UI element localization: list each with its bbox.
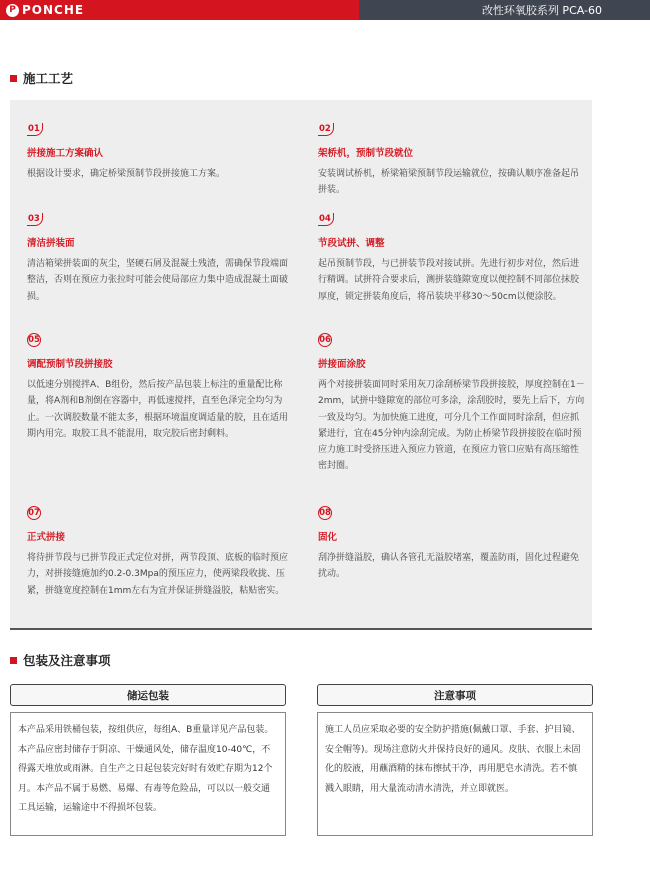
step-title: 固化 — [318, 532, 338, 543]
section-divider — [10, 628, 592, 630]
step-description: 两个对接拼装面同时采用灰刀涂刮桥梁节段拼接胶，厚度控制在1－2mm，试拼中缝隙宽的部位可多涂，涂刮胶时，要先上后下，方向一致及均匀。为加快施工进度，可分几个工作面同时涂刮，但应抓紧进行，宜在45分钟内涂刮完成。为防止桥梁节段拼接胶在临时预应力施工时受挤压进入预应力管道，在预应力管口应贴有高压缩性密封圈。 — [318, 380, 585, 472]
step-number: 03 — [27, 213, 43, 226]
step-01 — [27, 116, 295, 182]
section-title-packaging: 包装及注意事项 — [10, 651, 111, 669]
series-label: 改性环氧胶系列 PCA-60 — [481, 4, 602, 17]
step-04 — [318, 206, 586, 305]
square-bullet-icon — [10, 75, 17, 82]
step-02 — [318, 116, 586, 199]
header-bar — [0, 0, 650, 20]
step-05 — [27, 327, 295, 442]
header-brand — [0, 0, 359, 20]
step-title: 架桥机，预制节段就位 — [318, 148, 414, 159]
step-number: 01 — [27, 123, 43, 136]
step-title: 拼接施工方案确认 — [27, 148, 104, 159]
step-06 — [318, 327, 586, 475]
step-description: 以低速分别搅拌A、B组份，然后按产品包装上标注的重量配比称量，将A剂和B剂倒在容器中，再低速搅拌，直至色泽完全均匀为止。一次调胶数量不能太多，根据环境温度调适量的胶，且在适用期内用完。取胶工具不能混用，取完胶后密封剩料。 — [27, 380, 289, 439]
box-title: 储运包装 — [10, 684, 286, 706]
box-body: 本产品采用铁桶包装，按组供应，每组A、B重量详见产品包装。本产品应密封储存于阴凉、干燥通风处，储存温度10-40℃，不得露天堆放或雨淋。自生产之日起包装完好时有效贮存期为12个月。本产品不属于易燃、易爆、有毒等危险品，可以以一般交通工具运输，运输途中不得损坏包装。 — [10, 712, 286, 836]
process-panel — [10, 100, 592, 628]
step-title: 节段试拼、调整 — [318, 238, 385, 249]
logo-icon: P — [6, 4, 19, 17]
square-bullet-icon — [10, 657, 17, 664]
section-title-process: 施工工艺 — [10, 69, 73, 87]
step-03 — [27, 206, 295, 305]
step-07 — [27, 500, 295, 599]
step-number: 07 — [28, 508, 40, 518]
storage-packaging-box — [10, 684, 286, 834]
step-number: 02 — [318, 123, 334, 136]
step-title: 拼接面涂胶 — [318, 359, 366, 370]
step-description: 清洁箱梁拼装面的灰尘，坚硬石屑及混凝土残渣，需确保节段端面整洁，否则在预应力张拉时可能会使局部应力集中造成混凝土面破损。 — [27, 259, 289, 302]
step-description: 安装调试桥机，桥梁箱梁预制节段运输就位，按确认顺序准备起吊拼装。 — [318, 169, 580, 196]
step-title: 调配预制节段拼接胶 — [27, 359, 113, 370]
box-title: 注意事项 — [317, 684, 593, 706]
box-body: 施工人员应采取必要的安全防护措施(佩戴口罩、手套、护目镜、安全帽等)。现场注意防火并保持良好的通风。皮肤、衣服上未固化的胶液，用蘸酒精的抹布擦拭干净，再用肥皂水清洗。若不慎溅入眼睛，用大量流动清水清洗，并立即就医。 — [317, 712, 593, 836]
step-description: 刮净拼缝溢胶，确认各管孔无溢胶堵塞，覆盖防雨，固化过程避免扰动。 — [318, 553, 580, 580]
step-number: 08 — [319, 508, 331, 518]
step-description: 将待拼节段与已拼节段正式定位对拼，两节段顶、底板的临时预应力，对拼接缝施加约0.2-0.3Mpa的预压应力，使两梁段收拢、压紧，拼缝宽度控制在1mm左右为宜并保证拼缝溢胶，粘贴密实。 — [27, 553, 289, 596]
step-number: 05 — [28, 335, 40, 345]
logo-text: PONCHE — [22, 3, 85, 17]
step-title: 清洁拼装面 — [27, 238, 75, 249]
step-description: 起吊预制节段，与已拼装节段对接试拼。先进行初步对位，然后进行精调。试拼符合要求后，测拼装缝隙宽度以便控制不同部位抹胶厚度，锁定拼装角度后，将吊装块平移30～50cm以便涂胶。 — [318, 259, 580, 302]
step-number: 06 — [319, 335, 331, 345]
step-title: 正式拼接 — [27, 532, 66, 543]
step-description: 根据设计要求，确定桥梁预制节段拼接施工方案。 — [27, 169, 226, 179]
step-number: 04 — [318, 213, 334, 226]
step-08 — [318, 500, 586, 583]
precautions-box — [317, 684, 593, 834]
header-series — [359, 0, 650, 20]
